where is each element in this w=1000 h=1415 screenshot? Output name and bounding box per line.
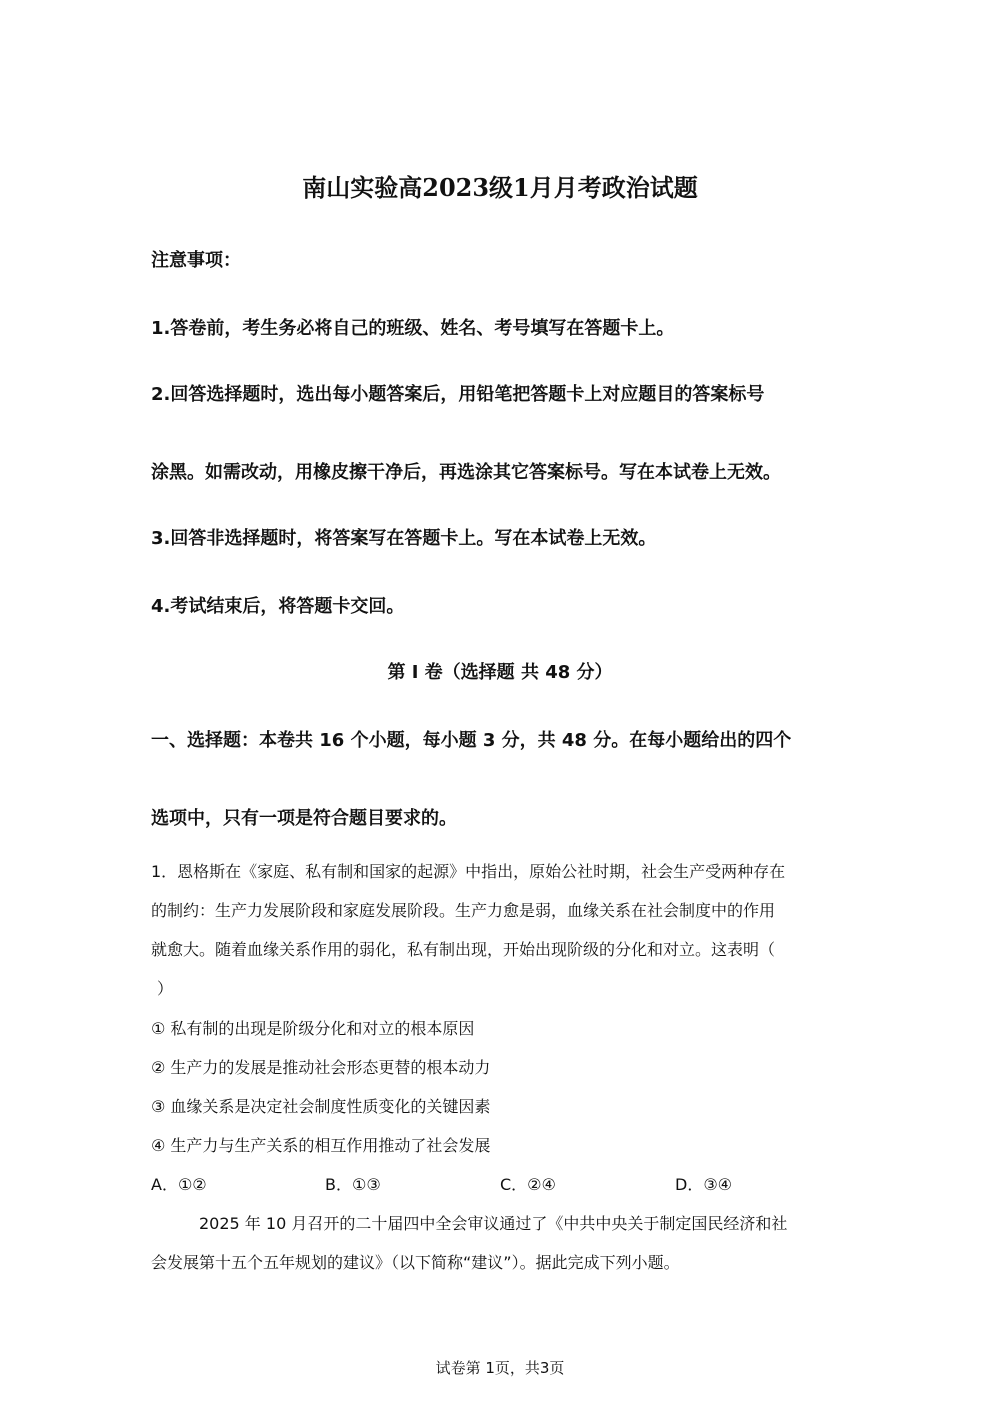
page-footer: 试卷第 1页，共3页	[435, 1359, 565, 1377]
question-1-statement-3: ③ 血缘关系是决定社会制度性质变化的关键因素	[151, 1097, 491, 1116]
notice-item-2-line-1: 2.回答选择题时，选出每小题答案后，用铅笔把答题卡上对应题目的答案标号	[151, 384, 765, 405]
question-1-stem-line-1: 1．恩格斯在《家庭、私有制和国家的起源》中指出，原始公社时期，社会生产受两种存在	[151, 862, 786, 881]
question-1-statement-2: ② 生产力的发展是推动社会形态更替的根本动力	[151, 1058, 491, 1077]
question-1-statement-4: ④ 生产力与生产关系的相互作用推动了社会发展	[151, 1136, 491, 1155]
section-heading: 第 I 卷（选择题 共 48 分）	[387, 662, 613, 683]
question-1-option-d: D．③④	[675, 1175, 733, 1194]
question-1-stem-line-2: 的制约：生产力发展阶段和家庭发展阶段。生产力愈是弱，血缘关系在社会制度中的作用	[151, 901, 776, 920]
question-1-option-a: A．①②	[151, 1175, 207, 1194]
page-title: 南山实验高2023级1月月考政治试题	[302, 173, 698, 202]
question-1-option-b: B．①③	[325, 1175, 381, 1194]
question-1-statement-1: ① 私有制的出现是阶级分化和对立的根本原因	[151, 1019, 475, 1038]
material-line-1: 2025 年 10 月召开的二十届四中全会审议通过了《中共中央关于制定国民经济和社	[199, 1214, 788, 1233]
notice-item-3: 3.回答非选择题时，将答案写在答题卡上。写在本试卷上无效。	[151, 528, 657, 549]
section-instruction-line-1: 一、选择题：本卷共 16 个小题，每小题 3 分，共 48 分。在每小题给出的四个	[151, 730, 792, 751]
material-line-2: 会发展第十五个五年规划的建议》（以下简称“建议”）。据此完成下列小题。	[151, 1253, 680, 1272]
question-1-stem-line-4: ）	[157, 979, 174, 998]
question-1-option-c: C．②④	[500, 1175, 556, 1194]
notice-heading: 注意事项：	[151, 250, 241, 271]
notice-item-1: 1.答卷前，考生务必将自己的班级、姓名、考号填写在答题卡上。	[151, 318, 675, 339]
notice-item-2-line-2: 涂黑。如需改动，用橡皮擦干净后，再选涂其它答案标号。写在本试卷上无效。	[151, 462, 781, 483]
question-1-stem-line-3: 就愈大。随着血缘关系作用的弱化，私有制出现，开始出现阶级的分化和对立。这表明（	[151, 940, 776, 959]
section-instruction-line-2: 选项中，只有一项是符合题目要求的。	[151, 808, 457, 829]
notice-item-4: 4.考试结束后，将答题卡交回。	[151, 596, 405, 617]
